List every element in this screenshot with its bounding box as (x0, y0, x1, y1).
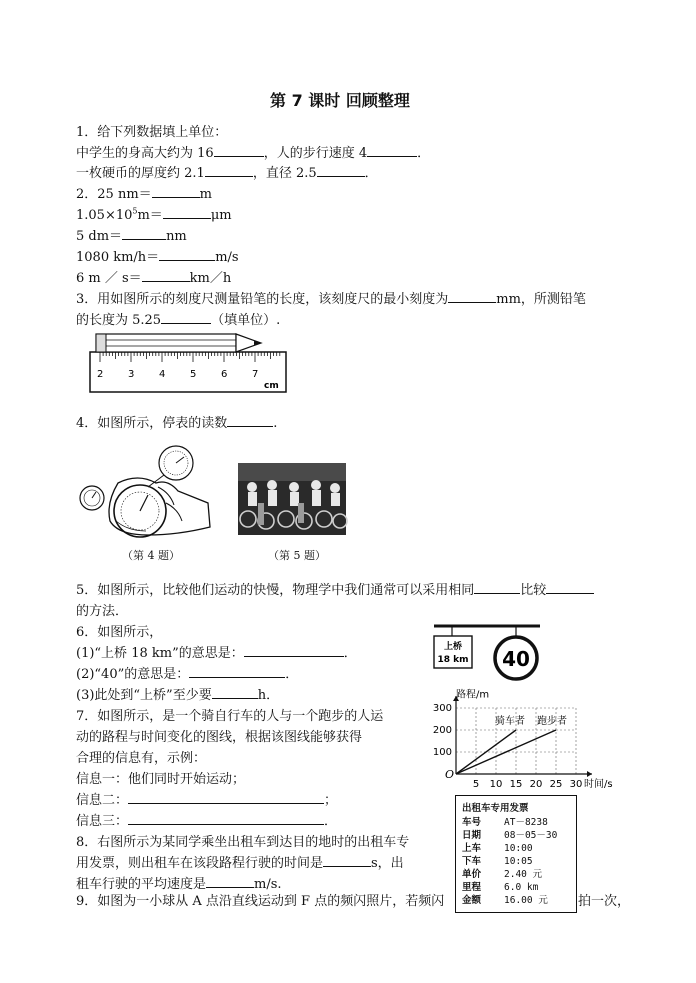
pencil-icon (96, 334, 261, 352)
answer-blank[interactable] (128, 812, 324, 825)
y-tick-label: 200 (432, 725, 452, 736)
answer-blank[interactable] (212, 686, 258, 699)
answer-blank[interactable] (474, 581, 520, 594)
x-tick-label: 20 (529, 779, 543, 790)
receipt-key: 上车 (462, 843, 482, 854)
q2-line1-text-a: 2．25 nm＝ (76, 187, 152, 202)
y-tick-label: 100 (432, 747, 452, 758)
q7-line4: 信息一：他们同时开始运动； (76, 772, 246, 787)
x-tick-label: 5 (472, 779, 480, 790)
q2-line2-unit: μm (210, 208, 232, 223)
q2-line2-text-a: 1.05×10 (76, 208, 133, 223)
q1-line2-end: ． (364, 166, 378, 181)
x-tick-label: 10 (489, 779, 503, 790)
chart-x-label: 时间/s (584, 779, 613, 790)
q1-heading: 1．给下列数据填上单位： (76, 125, 228, 140)
q7-line2: 动的路程与时间变化的图线，根据该图线能够获得 (76, 730, 363, 745)
q6-line3-text-b: h． (257, 688, 280, 703)
road-sign-figure (430, 620, 542, 688)
q1-line1-text-b: ，人的步行速度 4 (263, 146, 368, 161)
receipt-row (462, 829, 576, 842)
answer-blank[interactable] (163, 206, 211, 219)
receipt-key: 日期 (462, 830, 482, 841)
stopwatch-figure (78, 443, 218, 543)
q2-line2 (76, 204, 232, 223)
q5-line1 (76, 579, 594, 598)
answer-blank[interactable] (448, 290, 496, 303)
q6-line1-end: ． (343, 646, 357, 661)
chart-y-ticks (433, 703, 452, 758)
taxi-receipt (455, 795, 577, 913)
distance-time-chart (420, 689, 613, 790)
q2-line4 (76, 246, 239, 265)
receipt-key: 下车 (462, 856, 482, 867)
answer-blank[interactable] (128, 791, 324, 804)
q6-line2-end: ． (285, 667, 299, 682)
answer-blank[interactable] (189, 665, 285, 678)
chart-x-ticks (473, 779, 583, 790)
q3-line2-text-b: （填单位）. (211, 313, 281, 328)
q1-line2 (76, 162, 378, 181)
q6-heading: 6．如图所示， (76, 625, 163, 640)
answer-blank[interactable] (152, 185, 200, 198)
stopwatch-icon (80, 446, 193, 537)
receipt-row (462, 816, 576, 829)
q9-line (76, 890, 444, 909)
q5-text-a: 5．如图所示，比较他们运动的快慢，物理学中我们通常可以采用相同 (76, 583, 475, 598)
q8-line2 (76, 852, 404, 871)
ruler-figure (86, 330, 292, 400)
receipt-row (462, 855, 576, 868)
q8-line2-text-b: s，出 (371, 856, 404, 871)
q7-line5-end: ； (324, 793, 338, 808)
receipt-value: 10:05 (504, 856, 533, 867)
answer-blank[interactable] (205, 164, 253, 177)
q2-line3-unit: nm (166, 229, 187, 244)
q3-line1-text-b: mm，所测铅笔 (496, 292, 586, 307)
q3-line1 (76, 288, 586, 307)
q6-line3-text-a: (3)此处到“上桥”至少要 (76, 688, 212, 703)
q7-line5 (76, 789, 337, 808)
receipt-key: 单价 (462, 869, 482, 880)
q7-line1: 7．如图所示，是一个骑自行车的人与一个跑步的人运 (76, 709, 384, 724)
receipt-value: 6.0 km (504, 882, 539, 893)
receipt-value: 10:00 (504, 843, 533, 854)
receipt-key: 车号 (462, 817, 482, 828)
distance-sign-line2: 18 km (437, 655, 469, 665)
figure-5-caption: （第 5 题） (268, 549, 326, 562)
ruler-label: 3 (128, 369, 135, 380)
answer-blank[interactable] (206, 875, 254, 888)
q9-line-end: 拍一次， (578, 894, 631, 909)
receipt-value: 08－05－30 (504, 830, 558, 841)
q7-line6-end: ． (324, 814, 338, 829)
ruler-label: 5 (190, 369, 197, 380)
receipt-value: 2.40 元 (504, 869, 543, 880)
q2-line2-exponent: 5 (132, 206, 138, 216)
q5-line2: 的方法． (76, 604, 129, 619)
receipt-value: 16.00 元 (504, 895, 548, 906)
answer-blank[interactable] (161, 311, 211, 324)
answer-blank[interactable] (367, 144, 417, 157)
q1-line1 (76, 142, 430, 161)
answer-blank[interactable] (122, 227, 166, 240)
q2-line2-text-b: m＝ (137, 208, 163, 223)
speed-limit-value: 40 (502, 647, 530, 671)
answer-blank[interactable] (546, 581, 594, 594)
q2-line3 (76, 225, 187, 244)
q8-line3-text-b: m/s. (254, 877, 282, 892)
receipt-key: 里程 (462, 882, 482, 893)
race-photo (238, 463, 346, 535)
ruler-label: 2 (97, 369, 104, 380)
receipt-row (462, 894, 576, 907)
q2-line1-unit: m (199, 187, 212, 202)
chart-series (456, 714, 567, 774)
q1-line2-text-b: ，直径 2.5 (252, 166, 317, 181)
q8-line3-text-a: 租车行驶的平均速度是 (76, 877, 207, 892)
x-tick-label: 25 (549, 779, 563, 790)
x-axis-arrow-icon (587, 771, 592, 777)
answer-blank[interactable] (159, 248, 215, 261)
q9-text-a: 9．如图为一小球从 A 点沿直线运动到 F 点的频闪照片，若频闪 (76, 894, 445, 909)
q1-line1-text-a: 中学生的身高大约为 16 (76, 146, 214, 161)
q5-text-b: 比较 (520, 583, 547, 598)
q4-line (76, 412, 277, 431)
q6-line1 (76, 642, 357, 661)
answer-blank[interactable] (323, 854, 371, 867)
q2-line5-unit: km／h (189, 271, 232, 286)
q2-line4-unit: m/s (215, 250, 239, 265)
q8-line1: 8．右图所示为某同学乘坐出租车到达目的地时的出租车专 (76, 835, 410, 850)
receipt-key: 金额 (462, 895, 482, 906)
q3-line1-text-a: 3．用如图所示的刻度尺测量铅笔的长度，该刻度尺的最小刻度为 (76, 292, 449, 307)
q2-line5 (76, 267, 231, 286)
x-tick-label: 30 (569, 779, 583, 790)
q3-line2 (76, 309, 280, 328)
figure-4-caption: （第 4 题） (122, 549, 180, 562)
q1-line2-text-a: 一枚硬币的厚度约 2.1 (76, 166, 205, 181)
q2-line1 (76, 183, 212, 202)
series-label: 骑车者 (495, 716, 525, 727)
y-tick-label: 300 (432, 703, 452, 714)
q6-line2 (76, 663, 298, 682)
q4-text-a: 4．如图所示，停表的读数 (76, 416, 228, 431)
q4-text-b: . (273, 416, 278, 431)
distance-sign-line1: 上桥 (443, 642, 463, 652)
receipt-title: 出租车专用发票 (462, 803, 529, 814)
ruler-label: 4 (159, 369, 166, 380)
q2-line4-text-a: 1080 km/h＝ (76, 250, 160, 265)
q6-line3 (76, 684, 279, 703)
q7-line6 (76, 810, 337, 829)
q8-line2-text-a: 用发票，则出租车在该段路程行驶的时间是 (76, 856, 324, 871)
q7-line3: 合理的信息有，示例： (76, 751, 207, 766)
ruler-label: 6 (221, 369, 228, 380)
q7-line6-text: 信息三： (76, 814, 129, 829)
answer-blank[interactable] (317, 164, 365, 177)
chart-y-label: 路程/m (456, 689, 490, 701)
page-title: 第 7 课时 回顾整理 (270, 91, 410, 110)
receipt-row (462, 842, 576, 855)
q6-line1-text: (1)“上桥 18 km”的意思是： (76, 646, 244, 661)
series-label: 跑步者 (537, 716, 567, 727)
q2-line5-text-a: 6 m ／ s＝ (76, 271, 142, 286)
q6-line2-text: (2)“40”的意思是： (76, 667, 190, 682)
receipt-value: AT－8238 (504, 817, 548, 828)
answer-blank[interactable] (214, 144, 264, 157)
q1-line1-end: ． (417, 146, 431, 161)
q3-line2-text-a: 的长度为 5.25 (76, 313, 162, 328)
answer-blank[interactable] (244, 644, 344, 657)
receipt-row (462, 881, 576, 894)
ruler-label: 7 (252, 369, 259, 380)
answer-blank[interactable] (227, 414, 273, 427)
receipt-row (462, 868, 576, 881)
x-tick-label: 15 (509, 779, 523, 790)
q7-line5-text: 信息二： (76, 793, 129, 808)
ruler-unit: cm (264, 381, 279, 391)
chart-origin-label: O (445, 768, 455, 781)
q2-line3-text-a: 5 dm＝ (76, 229, 123, 244)
answer-blank[interactable] (142, 269, 190, 282)
